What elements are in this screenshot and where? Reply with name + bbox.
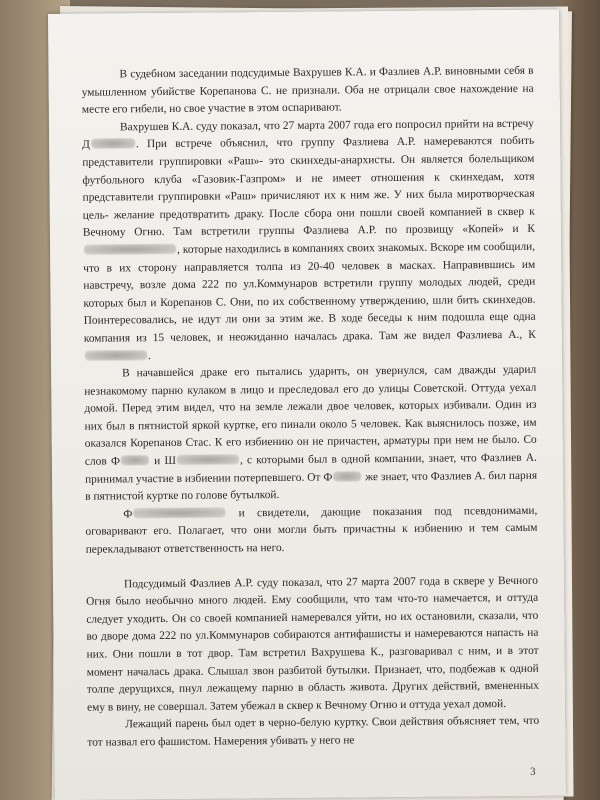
paragraph-text: Вахрушев К.А. суду показал, что 27 марта 2007 года его попросил прийти на встречу Д	[82, 117, 535, 152]
paragraph-text: Подсудимый Фазлиев А.Р. суду показал, что 27 марта 2007 года в сквере у Вечного Огня было необычно много людей. Ему сообщили, что там что-то намечается, и оттуда следует уходить. Он со своей компанией намеревался уйти, но их остановили, сказали, что во дворе дома 222 по ул.Коммунаров собираются антифашисты и намереваются напасть на них. Они пошли в тот двор. Там встретил Вахрушева К., разговаривал с ним, и в этот момент началась драка. Слышал звон разбитой бутылки. Признает, что, подбежав к одной толпе дерущихся, пнул лежащему парню в область живота. Других действий, вмененных ему в вину, не совершал. Затем убежал в сквер к Вечному Огню и оттуда уехал домой.	[86, 574, 539, 714]
paragraph-text: В начавшейся драке его пытались ударить, он увернулся, сам дважды ударил незнакомому парню кулаком в лицо и преследовал его до улицы Советской. Оттуда уехал домой. Перед этим видел, что на земле лежали двое человек, которых избивали. Один из них был в пятнистой яркой куртке, его пинали около 5 человек. Как выяснилось позже, им оказался Корепанов Стас. К его избиению он не причастен, арматуры при нем не было. Со слов Ф	[84, 363, 537, 468]
redacted-name	[121, 455, 149, 465]
paragraph-text: В судебном заседании подсудимые Вахрушев К.А. и Фазлиев А.Р. виновными себя в умышленном убийстве Корепанова С. не признали. Оба не отрицали свое нахождение на месте его гибели, но свое участие в этом оспаривают.	[81, 64, 534, 116]
redacted-name	[333, 471, 361, 481]
paragraph-text: , которые находились в компаниях своих знакомых. Вскоре им сообщили, что в их сторону направляется толпа из 20-40 человек в масках. Направившись им навстречу, возле дома 222 по ул.Коммунаров встретили группу молодых людей, среди которых был и Корепанов С. Они, по их собственному утверждению, шли бить скинхедов. Поинтересовались, не идут ли они за этим же. В ходе беседы к ним подошла еще одна компания из 15 человек, и неожиданно началась драка. Там же видел Фазлиева А., К	[83, 240, 536, 345]
paragraph-text: Лежащий парень был одет в черно-белую куртку. Свои действия объясняет тем, что тот назвал его фашистом. Намерения убивать у него не	[87, 715, 540, 749]
page-number: 3	[530, 765, 536, 778]
paragraph-5	[86, 572, 539, 717]
paragraph-text: же знает, что Фазлиев А. бил парня в пятнистой куртке по голове бутылкой.	[85, 469, 538, 503]
paragraph-4	[85, 503, 537, 560]
paragraph-text: , с которыми был в одной компании, знает, что Фазлиев А. принимал участие в избиении потерпевшего. От Ф	[85, 451, 537, 486]
paragraph-text: и Ш	[149, 454, 177, 468]
document-body	[81, 63, 539, 752]
redacted-name	[84, 244, 176, 255]
paragraph-text: . При встрече объяснил, что группу Фазлиева А.Р. намереваются побить представители группировки «Раш»- это скинхеды-анархисты. Он является болельщиком футбольного клуба «Газовик-Газпром» и не имеет отношения к скинхедам, хотя представители группировки «Раш» причисляют их к ним же. У них была миротворческая цель- желание предотвратить драку. После сбора они пошли своей компанией в сквер к Вечному Огню. Там встретили группы Фазлиева А.Р. по прозвищу «Копей» и К	[82, 135, 535, 240]
redacted-name	[91, 139, 135, 149]
paragraph-6	[87, 713, 539, 752]
paragraph-3	[84, 362, 537, 507]
redacted-name	[85, 350, 147, 361]
redacted-name	[177, 454, 239, 465]
redacted-name	[133, 507, 225, 518]
paragraph-1	[81, 63, 533, 120]
paragraph-text: Ф	[123, 508, 133, 521]
paragraph-2	[82, 116, 536, 366]
paragraph-text: .	[147, 349, 151, 362]
paragraph-text: и свидетели, дающие показания под псевдонимами, оговаривают его. Полагает, что они могли быть причастны к избиению и тем самым перекладывают ответственность на него.	[85, 504, 538, 556]
document-page	[48, 10, 566, 800]
